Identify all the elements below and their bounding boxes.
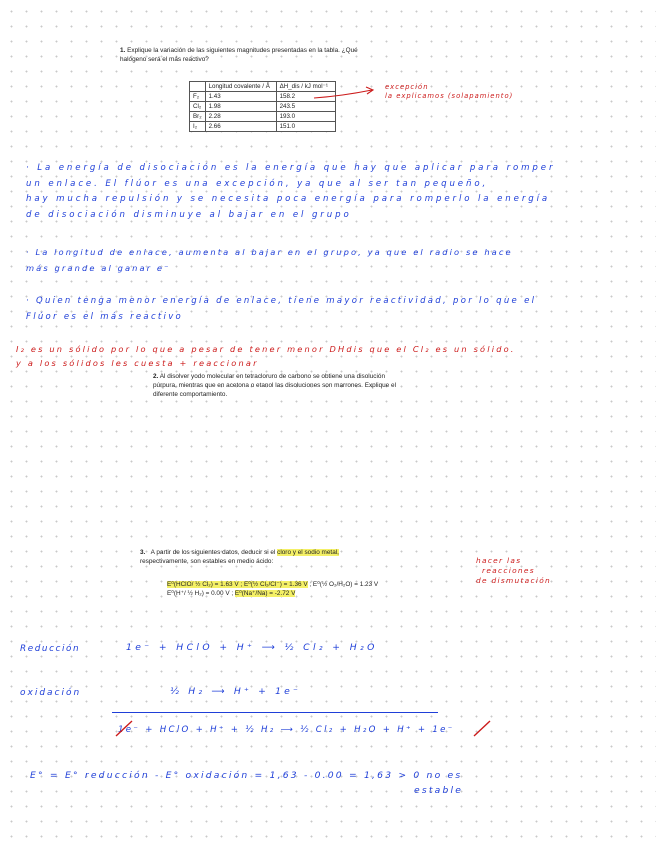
- table-header-cell: [190, 82, 206, 92]
- table-cell: 1.43: [205, 92, 276, 102]
- reduccion-equation: 1e⁻ + HClO + H⁺ ⟶ ½ Cl₂ + H₂O: [126, 642, 378, 653]
- question-3-annotation: hacer las reacciones de dismutación: [476, 556, 552, 585]
- notes-paragraph-2: · La longitud de enlace, aumenta al bajar en el grupo, ya que el radio se hace más grande al ganar e⁻: [26, 247, 513, 273]
- table-cell: I₂: [190, 122, 206, 132]
- potential-calculation: E° = E° reducción - E° oxidación = 1,63 - 0.00 = 1,63 > 0 no es estable: [30, 770, 464, 796]
- notes-paragraph-1: · La energía de disociación es la energía que hay que aplicar para romper un enlace. El flúor es una excepción, ya que al ser tan pequeño, hay mucha repulsión y se necesita poca energía para romperlo la energía de disociación disminuye al bajar en el grupo: [26, 163, 556, 220]
- table-cell: Cl₂: [190, 102, 206, 112]
- table-cell: 2.28: [205, 112, 276, 122]
- question-1-line-2: halógeno será el más reactivo?: [120, 56, 209, 63]
- cancel-mark-left-icon: [112, 718, 136, 740]
- global-equation: 1e⁻ + HClO + H⁺ + ½ H₂ ⟶ ½ Cl₂ + H₂O + H⁺ + 1e⁻: [118, 725, 455, 735]
- oxidacion-equation: ½ H₂ ⟶ H⁺ + 1e⁻: [170, 686, 302, 697]
- arrow-annotation-icon: [312, 84, 384, 104]
- question-2: 2. Al disolver yodo molecular en tetracloruro de carbono se obtiene una disolución púrpura, mientras que en acetona o etanol las disoluciones son marrones. Explique el diferente comportamiento.: [153, 373, 396, 398]
- table-header-cell: Longitud covalente / Å: [205, 82, 276, 92]
- table-row: [190, 122, 336, 132]
- table-cell: 2.66: [205, 122, 276, 132]
- question-3: 3. A partir de los siguientes datos, deducir si el cloro y el sodio metal, respectivamente, son estables en medio ácido:: [140, 549, 339, 565]
- table-annotation: excepción la explicamos (solapamiento): [385, 83, 514, 100]
- question-1: [120, 46, 460, 64]
- cancel-mark-right-icon: [470, 718, 494, 740]
- notes-paragraph-3: · Quien tenga menor energía de enlace, tiene mayor reactividad, por lo que el Flúor es el más reactivo: [26, 296, 537, 322]
- table-row: [190, 112, 336, 122]
- table-cell: 193.0: [276, 112, 335, 122]
- sum-line: [112, 712, 438, 713]
- question-1-line-1: 1. Explique la variación de las siguientes magnitudes presentadas en la tabla. ¿Qué: [120, 47, 358, 54]
- table-cell: 243.5: [276, 102, 335, 112]
- reduccion-label: Reducción: [20, 644, 81, 654]
- table-cell: 1.98: [205, 102, 276, 112]
- notes-red-iodine: I₂ es un sólido por lo que a pesar de tener menor DHdis que el Cl₂ es un sólido. y a los sólidos les cuesta + reaccionar: [16, 344, 516, 368]
- oxidacion-label: oxidación: [20, 688, 82, 698]
- table-cell: 158.2: [276, 92, 335, 102]
- table-cell: 151.0: [276, 122, 335, 132]
- question-3-data: E⁰(HClO/ ½ Cl₂) = 1.63 V ; E⁰(½ Cl₂/Cl⁻) = 1.36 V ; E⁰(½ O₂/H₂O) = 1.23 V E⁰(H⁺/ ½ H₂) = 0.00 V ; E⁰(Na⁺/Na) = -2.72 V: [167, 581, 379, 597]
- table-cell: F₂: [190, 92, 206, 102]
- table-header-cell: ΔH_dis / kJ mol⁻¹: [276, 82, 335, 92]
- table-cell: Br₂: [190, 112, 206, 122]
